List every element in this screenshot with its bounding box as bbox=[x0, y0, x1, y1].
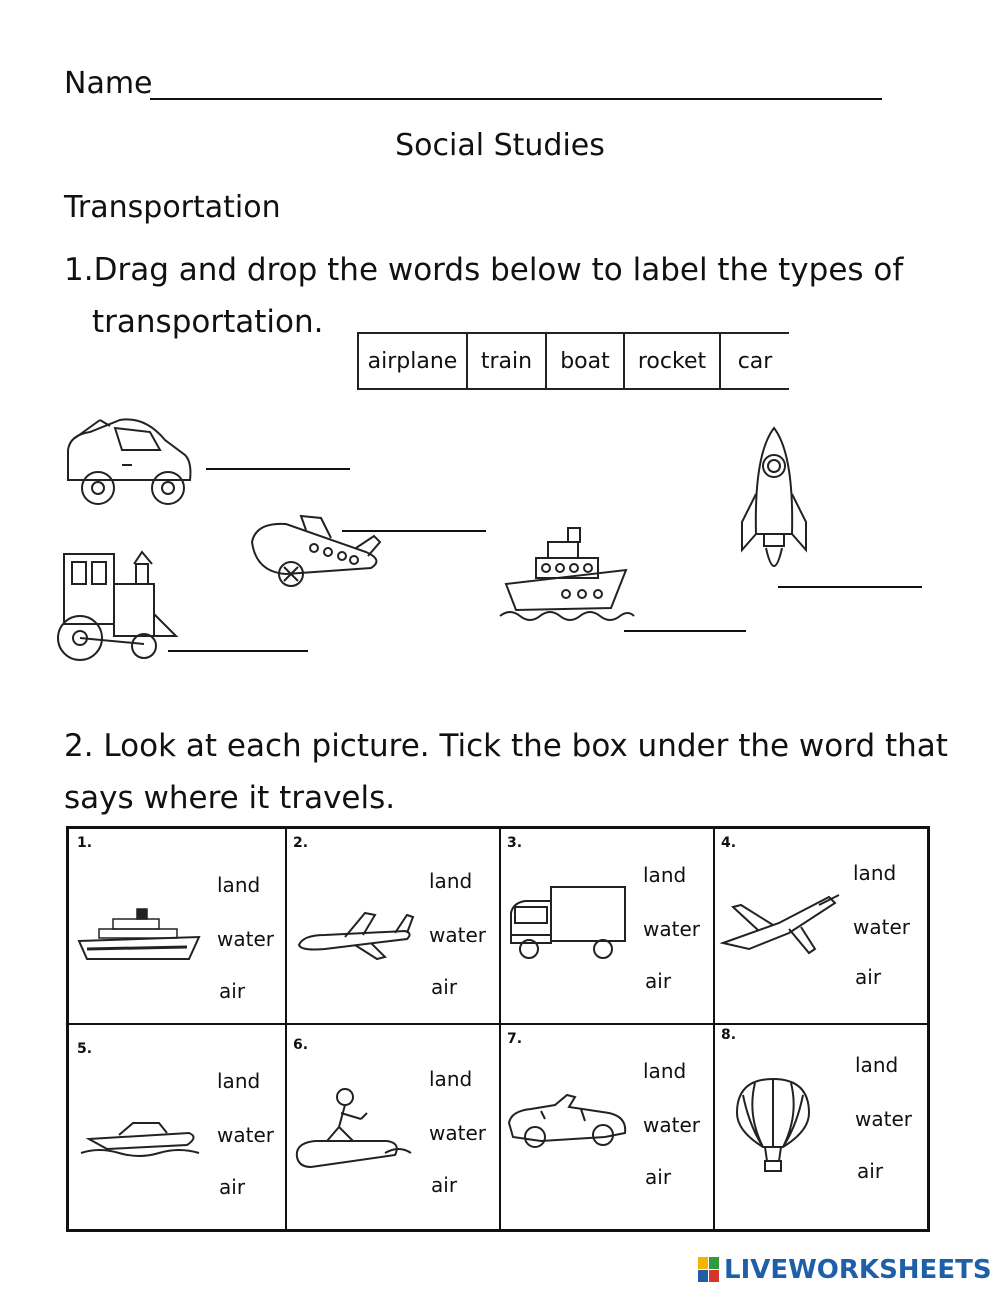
question2-line2: says where it travels. bbox=[64, 780, 396, 816]
airplane-icon bbox=[246, 512, 388, 592]
name-label: Name bbox=[64, 66, 153, 101]
option-land[interactable]: land bbox=[853, 861, 897, 885]
option-water[interactable]: water bbox=[217, 927, 274, 951]
grid-cell-8 bbox=[713, 1025, 927, 1229]
cell-number: 2. bbox=[293, 835, 309, 851]
cell-number: 6. bbox=[293, 1037, 309, 1053]
option-air[interactable]: air bbox=[645, 969, 672, 993]
option-land[interactable]: land bbox=[643, 863, 687, 887]
topic-title: Transportation bbox=[64, 190, 281, 225]
option-water[interactable]: water bbox=[429, 923, 486, 947]
hot-air-balloon-icon bbox=[733, 1075, 813, 1175]
option-water[interactable]: water bbox=[429, 1121, 486, 1145]
cell-number: 4. bbox=[721, 835, 737, 851]
question1-line2: transportation. bbox=[92, 304, 324, 340]
word-train[interactable]: train bbox=[468, 334, 547, 388]
train-answer-blank[interactable] bbox=[168, 650, 308, 652]
grid-cell-1 bbox=[69, 829, 285, 1023]
cell-number: 1. bbox=[77, 835, 93, 851]
convertible-car-icon bbox=[505, 1089, 631, 1151]
subject-title: Social Studies bbox=[395, 128, 605, 163]
cell-number: 3. bbox=[507, 835, 523, 851]
question2-line1: 2. Look at each picture. Tick the box under the word that bbox=[64, 728, 948, 764]
grid-cell-3 bbox=[499, 829, 713, 1023]
brand-name: LIVEWORKSHEETS bbox=[724, 1255, 992, 1285]
speedboat-icon bbox=[79, 1109, 203, 1159]
option-water[interactable]: water bbox=[855, 1107, 912, 1131]
option-land[interactable]: land bbox=[643, 1059, 687, 1083]
word-bank bbox=[357, 332, 789, 390]
cell-number: 7. bbox=[507, 1031, 523, 1047]
rocket-answer-blank[interactable] bbox=[778, 586, 922, 588]
word-boat[interactable]: boat bbox=[547, 334, 625, 388]
option-water[interactable]: water bbox=[217, 1123, 274, 1147]
option-land[interactable]: land bbox=[429, 869, 473, 893]
truck-icon bbox=[507, 883, 629, 963]
word-rocket[interactable]: rocket bbox=[625, 334, 721, 388]
boat-answer-blank[interactable] bbox=[624, 630, 746, 632]
option-land[interactable]: land bbox=[217, 1069, 261, 1093]
grid-cell-4 bbox=[713, 829, 927, 1023]
boat-icon bbox=[496, 524, 636, 628]
option-land[interactable]: land bbox=[855, 1053, 899, 1077]
grid-cell-5 bbox=[69, 1025, 285, 1229]
option-air[interactable]: air bbox=[857, 1159, 884, 1183]
grid-cell-6 bbox=[285, 1025, 499, 1229]
car-icon bbox=[60, 410, 200, 510]
option-land[interactable]: land bbox=[217, 873, 261, 897]
option-air[interactable]: air bbox=[645, 1165, 672, 1189]
tick-grid bbox=[66, 826, 930, 1232]
grid-cell-2 bbox=[285, 829, 499, 1023]
rocket-icon bbox=[738, 424, 810, 588]
word-car[interactable]: car bbox=[737, 348, 773, 374]
airplane-answer-blank[interactable] bbox=[342, 530, 486, 532]
liveworksheets-logo-icon bbox=[698, 1257, 720, 1283]
car-answer-blank[interactable] bbox=[206, 468, 350, 470]
cell-number: 8. bbox=[721, 1027, 737, 1043]
jet-ski-icon bbox=[291, 1083, 417, 1173]
option-air[interactable]: air bbox=[431, 975, 458, 999]
option-air[interactable]: air bbox=[431, 1173, 458, 1197]
option-water[interactable]: water bbox=[643, 917, 700, 941]
liveworksheets-logo bbox=[698, 1255, 992, 1285]
option-air[interactable]: air bbox=[219, 1175, 246, 1199]
option-water[interactable]: water bbox=[853, 915, 910, 939]
question1-line1: 1.Drag and drop the words below to label the types of bbox=[64, 252, 904, 288]
jet-airliner-icon bbox=[295, 905, 415, 961]
name-line bbox=[150, 98, 882, 100]
cruise-ship-icon bbox=[77, 907, 201, 967]
option-air[interactable]: air bbox=[219, 979, 246, 1003]
option-water[interactable]: water bbox=[643, 1113, 700, 1137]
grid-cell-7 bbox=[499, 1025, 713, 1229]
option-air[interactable]: air bbox=[855, 965, 882, 989]
option-land[interactable]: land bbox=[429, 1067, 473, 1091]
train-icon bbox=[56, 544, 184, 668]
word-airplane[interactable]: airplane bbox=[359, 334, 468, 388]
cell-number: 5. bbox=[77, 1041, 93, 1057]
fighter-jet-icon bbox=[719, 887, 843, 957]
